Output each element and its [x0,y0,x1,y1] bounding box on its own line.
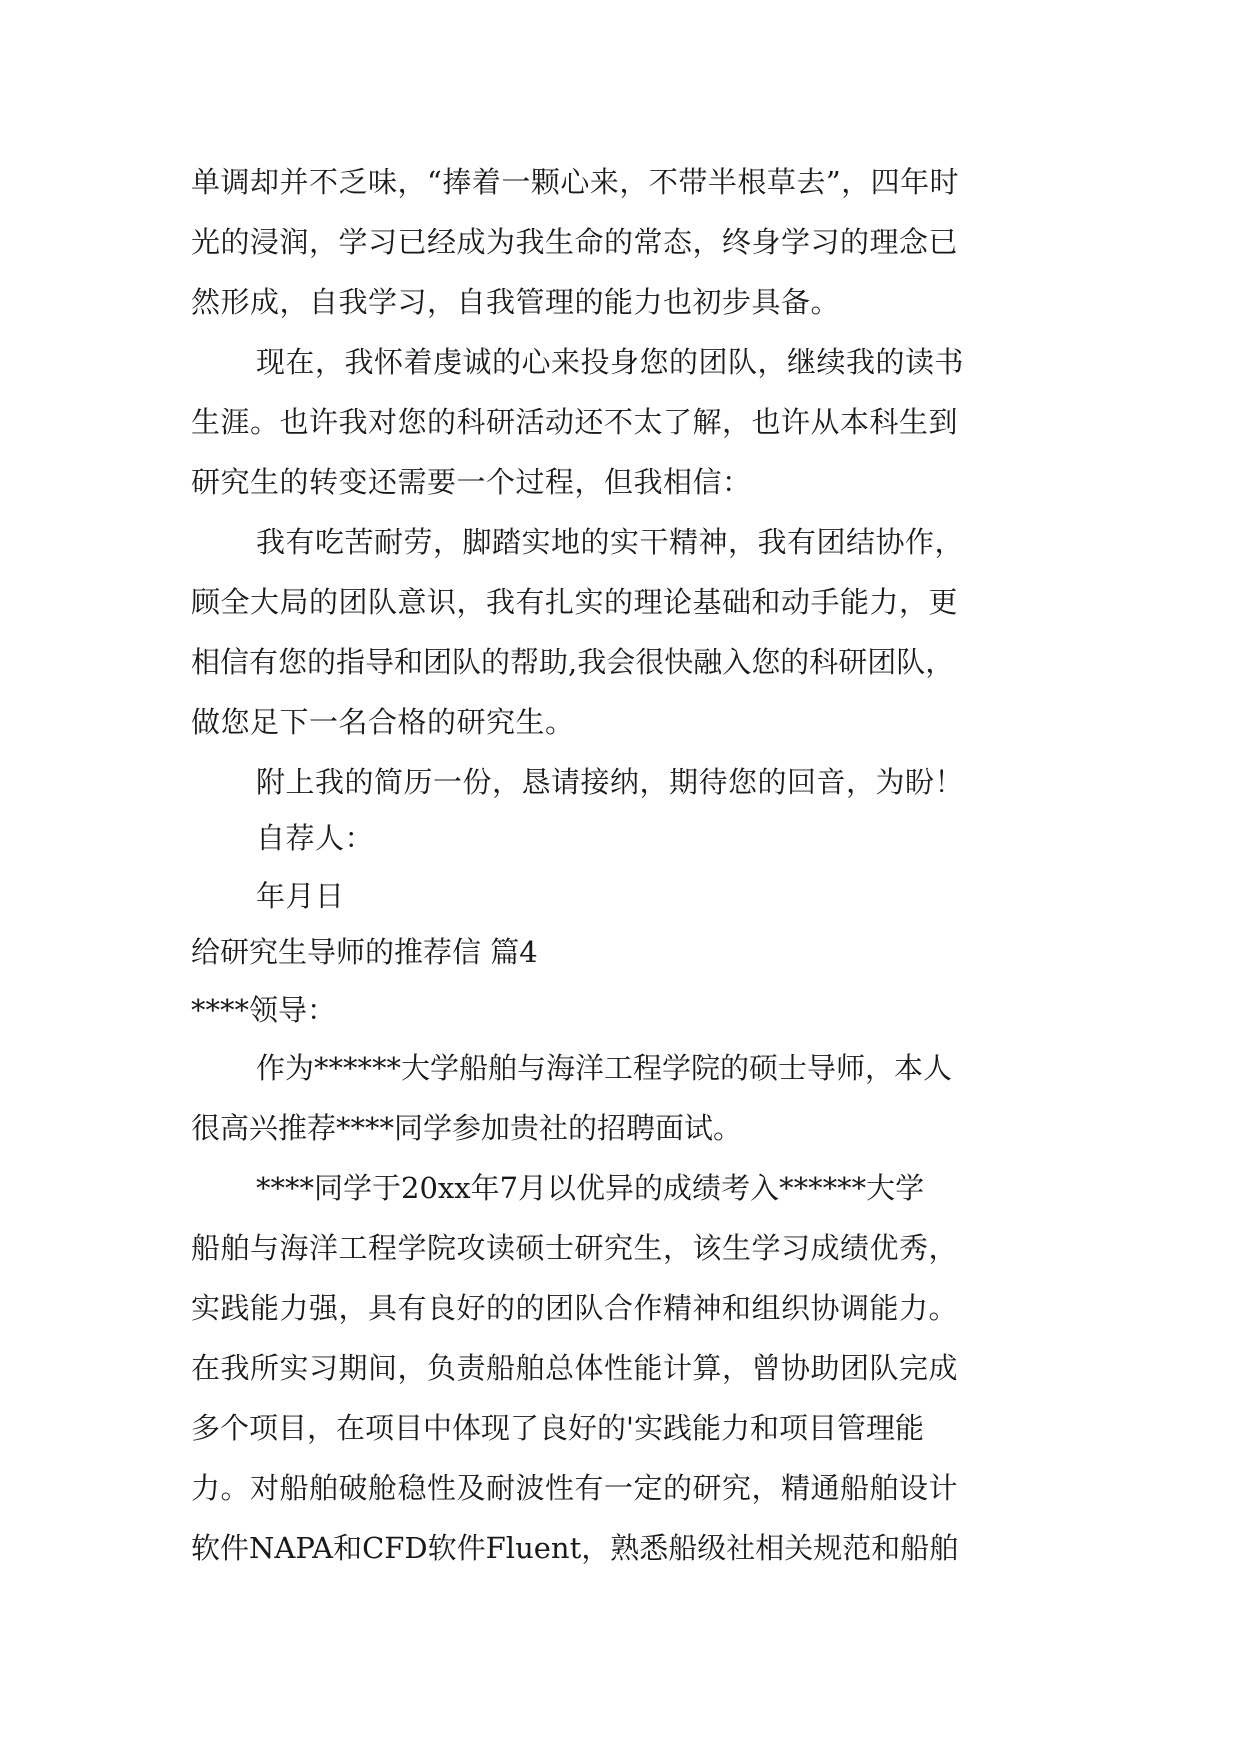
paragraph-line: 软件NAPA和CFD软件Fluent，熟悉船级社相关规范和船舶 [191,1531,959,1565]
paragraph-line: 实践能力强，具有良好的的团队合作精神和组织协调能力。 [191,1291,959,1325]
paragraph-line: 我有吃苦耐劳，脚踏实地的实干精神，我有团结协作， [256,525,965,559]
salutation: ****领导： [191,993,337,1027]
signature-label: 自荐人： [256,821,375,855]
paragraph-line: 单调却并不乏味，“捧着一颗心来，不带半根草去”，四年时 [191,165,960,199]
paragraph-line: 相信有您的指导和团队的帮助,我会很快融入您的科研团队， [191,645,955,679]
paragraph-line: 顾全大局的团队意识，我有扎实的理论基础和动手能力，更 [191,585,959,619]
paragraph-line: 作为******大学船舶与海洋工程学院的硕士导师，本人 [256,1051,953,1085]
paragraph-line: 力。对船舶破舱稳性及耐波性有一定的研究，精通船舶设计 [191,1471,959,1505]
paragraph-line: 多个项目，在项目中体现了良好的'实践能力和项目管理能 [191,1411,924,1445]
date-label: 年月日 [256,879,345,913]
paragraph-line: 生涯。也许我对您的科研活动还不太了解，也许从本科生到 [191,405,959,439]
paragraph-line: 光的浸润，学习已经成为我生命的常态，终身学习的理念已 [191,225,959,259]
paragraph-line: 现在，我怀着虔诚的心来投身您的团队，继续我的读书 [256,345,965,379]
paragraph-line: 然形成，自我学习，自我管理的能力也初步具备。 [191,285,841,319]
paragraph-line: 附上我的简历一份，恳请接纳，期待您的回音，为盼！ [256,765,965,799]
paragraph-line: 在我所实习期间，负责船舶总体性能计算，曾协助团队完成 [191,1351,959,1385]
paragraph-line: 很高兴推荐****同学参加贵社的招聘面试。 [191,1111,743,1145]
section-title: 给研究生导师的推荐信 篇4 [191,935,538,969]
paragraph-line: 船舶与海洋工程学院攻读硕士研究生，该生学习成绩优秀， [191,1231,959,1265]
paragraph-line: 研究生的转变还需要一个过程，但我相信： [191,465,752,499]
paragraph-line: 做您足下一名合格的研究生。 [191,705,575,739]
paragraph-line: ****同学于20xx年7月以优异的成绩考入******大学 [256,1171,925,1205]
